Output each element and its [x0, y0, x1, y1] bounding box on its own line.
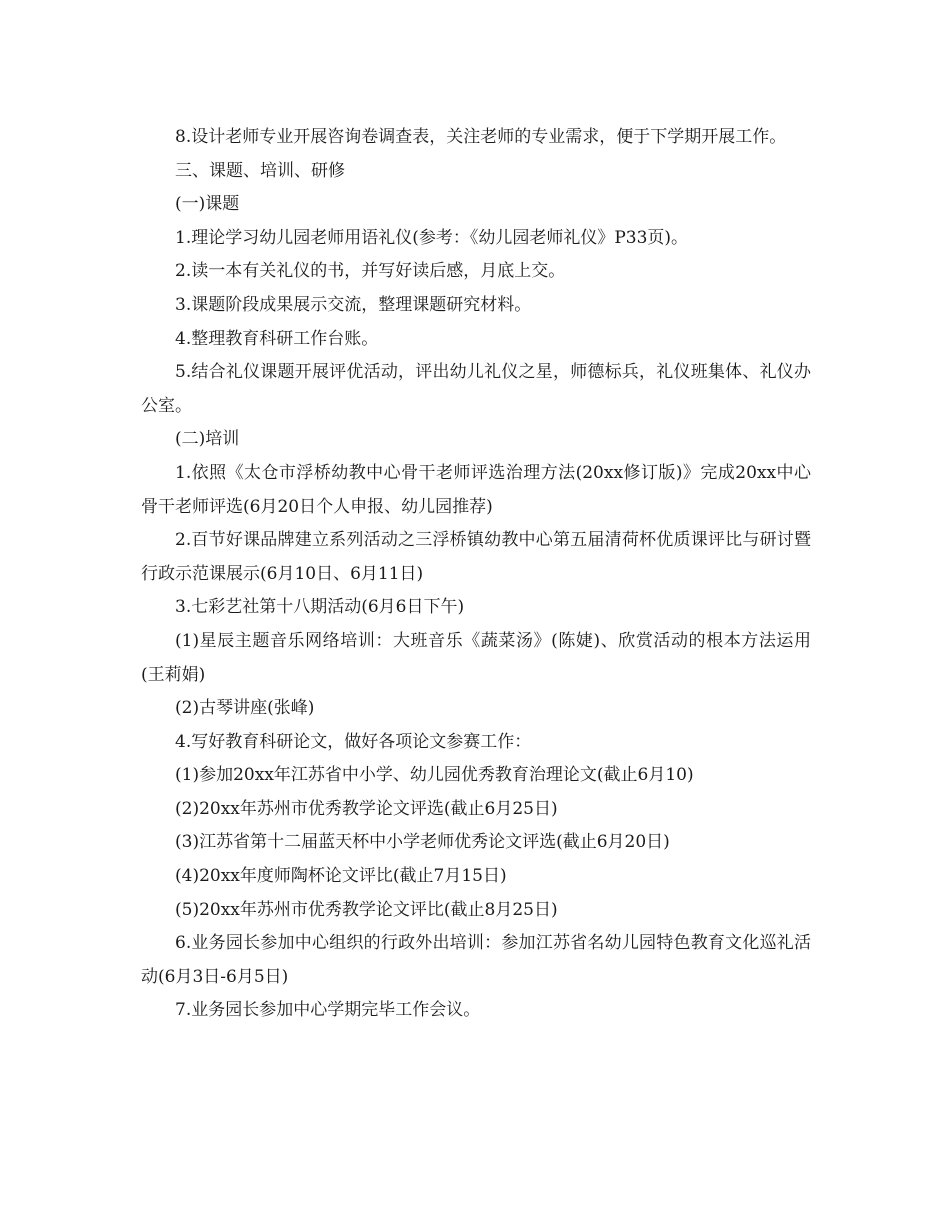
paragraph-training-3-1: (1)星辰主题音乐网络培训：大班音乐《蔬菜汤》(陈婕)、欣赏活动的根本方法运用(王莉娟) — [141, 630, 811, 685]
subsection-heading-topics: (一)课题 — [175, 194, 240, 215]
paragraph-topic-1: 1.理论学习幼儿园老师用语礼仪(参考：《幼儿园老师礼仪》P33页)。 — [175, 227, 689, 248]
document-body — [141, 121, 811, 1028]
subsection-heading-training: (二)培训 — [175, 429, 240, 450]
paragraph-training-4: 4.写好教育科研论文，做好各项论文参赛工作： — [175, 731, 532, 752]
paragraph-training-4-5: (5)20xx年苏州市优秀教学论文评比(截止8月25日) — [175, 899, 558, 920]
paragraph-training-4-3: (3)江苏省第十二届蓝天杯中小学老师优秀论文评选(截止6月20日) — [175, 832, 670, 853]
paragraph-training-7: 7.业务园长参加中心学期完毕工作会议。 — [175, 1000, 481, 1021]
section-heading-research: 三、课题、培训、研修 — [175, 160, 345, 181]
paragraph-training-4-4: (4)20xx年度师陶杯论文评比(截止7月15日) — [175, 866, 507, 887]
paragraph-topic-4: 4.整理教育科研工作台账。 — [175, 328, 379, 349]
paragraph-topic-3: 3.课题阶段成果展示交流，整理课题研究材料。 — [175, 294, 532, 315]
paragraph-training-4-2: (2)20xx年苏州市优秀教学论文评选(截止6月25日) — [175, 798, 558, 819]
paragraph-topic-2: 2.读一本有关礼仪的书，并写好读后感，月底上交。 — [175, 261, 566, 282]
paragraph-training-3-2: (2)古琴讲座(张峰) — [175, 698, 315, 719]
paragraph-topic-5: 5.结合礼仪课题开展评优活动，评出幼儿礼仪之星，师德标兵，礼仪班集体、礼仪办公室。 — [141, 362, 811, 416]
paragraph-training-1: 1.依照《太仓市浮桥幼教中心骨干老师评选治理方法(20xx修订版)》完成20xx中心骨干老师评选(6月20日个人申报、幼儿园推荐) — [141, 462, 811, 517]
paragraph-training-3: 3.七彩艺社第十八期活动(6月6日下午) — [175, 597, 465, 618]
paragraph-item-8-survey: 8.设计老师专业开展咨询卷调查表，关注老师的专业需求，便于下学期开展工作。 — [175, 127, 787, 147]
paragraph-training-2: 2.百节好课品牌建立系列活动之三浮桥镇幼教中心第五届清荷杯优质课评比与研讨暨行政示范课展示(6月10日、6月11日) — [141, 530, 811, 584]
paragraph-training-4-1: (1)参加20xx年江苏省中小学、幼儿园优秀教育治理论文(截止6月10) — [175, 765, 694, 786]
paragraph-training-6: 6.业务园长参加中心组织的行政外出培训：参加江苏省名幼儿园特色教育文化巡礼活动(6月3日-6月5日) — [141, 933, 811, 987]
